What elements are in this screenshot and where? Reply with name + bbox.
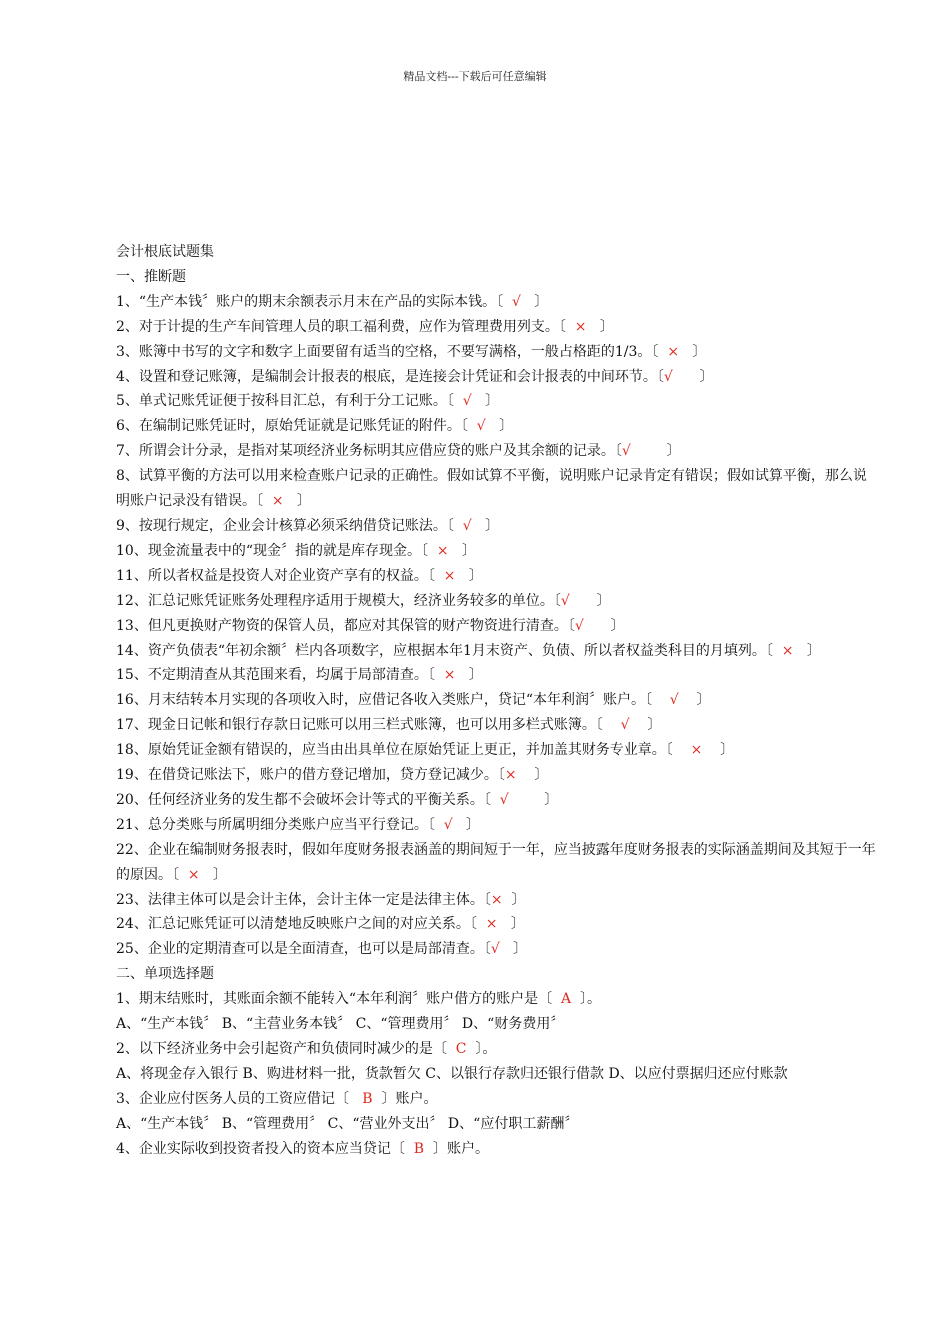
answer-mark: √ <box>467 418 500 435</box>
question-close: 〕账户。 <box>433 1140 489 1157</box>
question-text: 1、期末结账时，其账面余额不能转入“本年利润〞账户借方的账户是〔 <box>116 991 553 1008</box>
option-text: A、“生产本钱〞 B、“管理费用〞 C、“营业外支出〞 D、“应付职工薪酬〞 <box>116 1115 579 1132</box>
answer-mark: × <box>658 343 693 360</box>
question-text: 20、任何经济业务的发生都不会破坏会计等式的平衡关系。〔 <box>116 791 491 808</box>
answer-mark: √ <box>490 791 545 808</box>
question-text: 17、现金日记帐和银行存款日记账可以用三栏式账簿，也可以用多栏式账簿。〔 <box>116 717 603 734</box>
answer-mark: C <box>446 1041 476 1057</box>
question-close: 〕 <box>599 318 614 335</box>
question-text: 14、资产负债表“年初余额〞栏内各项数字，应根据本年1月末资产、负债、所以者权益类科目的月填列。〔 <box>116 642 773 659</box>
judgment-item <box>116 713 878 738</box>
question-close: 〕 <box>666 443 681 460</box>
answer-mark: × <box>476 916 511 933</box>
answer-mark: √ <box>602 717 648 734</box>
question-text: 3、企业应付医务人员的工资应借记〔 <box>116 1090 349 1107</box>
answer-mark: B <box>348 1090 382 1107</box>
question-close: 〕账户。 <box>381 1090 438 1107</box>
answer-mark: √ <box>560 592 597 609</box>
judgment-item <box>116 738 878 763</box>
answer-mark: √ <box>503 293 535 310</box>
question-close: 〕 <box>720 742 735 759</box>
question-close: 〕 <box>511 891 526 908</box>
question-close: 〕 <box>534 767 549 784</box>
question-close: 〕 <box>596 592 611 609</box>
judgment-item <box>116 788 878 813</box>
question-text: 6、在编制记账凭证时，原始凭证就是记账凭证的附件。〔 <box>116 418 468 435</box>
answer-mark: √ <box>663 368 700 385</box>
judgment-item <box>116 663 878 688</box>
judgment-item <box>116 614 878 639</box>
question-text: 10、现金流量表中的“现金〞指的就是库存现金。〔 <box>116 542 428 559</box>
question-close: 〕 <box>296 493 311 510</box>
question-close: 〕 <box>534 293 549 310</box>
judgment-item <box>116 589 878 614</box>
question-close: 〕 <box>212 866 227 883</box>
question-close: 〕。 <box>475 1041 497 1057</box>
question-text: 4、企业实际收到投资者投入的资本应当贷记〔 <box>116 1140 405 1157</box>
answer-mark: × <box>672 742 721 759</box>
question-text: 23、法律主体可以是会计主体，会计主体一定是法律主体。〔 <box>116 891 491 908</box>
question-text: 8、试算平衡的方法可以用来检查账户记录的正确性。假如试算不平衡，说明账户记录肯定有错误；假如试算平衡，那么说明账户记录没有错误。〔 <box>116 468 867 510</box>
option-line <box>116 1062 878 1087</box>
answer-mark: √ <box>574 617 611 634</box>
judgment-item <box>116 315 878 340</box>
question-close: 〕。 <box>580 991 601 1008</box>
question-close: 〕 <box>692 343 707 360</box>
single-choice-questions <box>116 987 878 1161</box>
question-text: 25、企业的定期清查可以是全面清查，也可以是局部清查。〔 <box>116 941 491 958</box>
answer-mark: √ <box>651 692 697 709</box>
answer-mark: A <box>552 991 580 1008</box>
question-close: 〕 <box>485 393 500 410</box>
option-text: A、将现金存入银行 B、购进材料一批，货款暂欠 C、以银行存款归还银行借款 D、以应付票据归还应付账款 <box>116 1065 788 1082</box>
answer-mark: √ <box>621 443 667 460</box>
answer-mark: × <box>772 642 807 659</box>
document-title: 会计根底试题集 <box>116 244 214 260</box>
question-text: 12、汇总记账凭证账务处理程序适用于规模大，经济业务较多的单位。〔 <box>116 592 561 609</box>
judgment-item <box>116 514 878 539</box>
judgment-item <box>116 539 878 564</box>
question-text: 1、“生产本钱〞账户的期末余额表示月末在产品的实际本钱。〔 <box>116 293 504 310</box>
question-close: 〕 <box>499 418 514 435</box>
judgment-item <box>116 414 878 439</box>
judgment-item <box>116 813 878 838</box>
choice-item <box>116 1037 878 1062</box>
question-text: 7、所谓会计分录，是指对某项经济业务标明其应借应贷的账户及其余额的记录。〔 <box>116 443 622 460</box>
judgment-item <box>116 688 878 713</box>
question-text: 4、设置和登记账簿，是编制会计报表的根底，是连接会计凭证和会计报表的中间环节。〔 <box>116 368 664 385</box>
question-text: 2、对于计提的生产车间管理人员的职工福利费，应作为管理费用列支。〔 <box>116 318 566 335</box>
answer-mark: × <box>490 891 512 908</box>
question-close: 〕 <box>466 816 480 833</box>
question-text: 5、单式记账凭证便于按科目汇总，有利于分工记账。〔 <box>116 393 454 410</box>
page-header: 精品文档---下载后可任意编辑 <box>403 70 547 83</box>
question-close: 〕 <box>468 567 483 584</box>
judgment-questions <box>116 290 878 962</box>
answer-mark: × <box>179 866 213 883</box>
judgment-item <box>116 838 878 888</box>
answer-mark: √ <box>453 393 486 410</box>
answer-mark: B <box>404 1140 433 1157</box>
judgment-item <box>116 464 878 514</box>
answer-mark: √ <box>434 816 466 833</box>
judgment-item <box>116 365 878 390</box>
question-text: 9、按现行规定，企业会计核算必须采纳借贷记账法。〔 <box>116 517 454 534</box>
question-close: 〕 <box>610 617 625 634</box>
question-text: 15、不定期清查从其范围来看，均属于局部清查。〔 <box>116 667 435 684</box>
question-text: 3、账簿中书写的文字和数字上面要留有适当的空格，不要写满格，一般占格距的1/3。〔 <box>116 343 659 360</box>
judgment-item <box>116 564 878 589</box>
question-text: 18、原始凭证金额有错误的，应当由出具单位在原始凭证上更正，并加盖其财务专业章。〔 <box>116 742 673 759</box>
answer-mark: × <box>434 667 469 684</box>
question-close: 〕 <box>647 717 662 734</box>
section-heading-judgment: 一、推断题 <box>116 268 186 285</box>
judgment-item <box>116 639 878 664</box>
document-body <box>116 240 878 1162</box>
answer-mark: × <box>434 567 469 584</box>
judgment-item <box>116 439 878 464</box>
question-close: 〕 <box>510 916 525 933</box>
question-text: 13、但凡更换财产物资的保管人员，都应对其保管的财产物资进行清查。〔 <box>116 617 575 634</box>
question-close: 〕 <box>696 692 711 709</box>
judgment-item <box>116 888 878 913</box>
question-close: 〕 <box>544 791 559 808</box>
judgment-item <box>116 763 878 788</box>
question-text: 22、企业在编制财务报表时，假如年度财务报表涵盖的期间短于一年，应当披露年度财务报表的实际涵盖期间及其短于一年的原因。〔 <box>116 841 876 883</box>
question-close: 〕 <box>485 517 500 534</box>
judgment-item <box>116 389 878 414</box>
answer-mark: × <box>263 493 297 510</box>
answer-mark: × <box>565 318 600 335</box>
question-close: 〕 <box>806 642 821 659</box>
option-line <box>116 1012 878 1037</box>
option-line <box>116 1112 878 1137</box>
section-heading-single-choice: 二、单项选择题 <box>116 966 214 983</box>
question-text: 24、汇总记账凭证可以清楚地反映账户之间的对应关系。〔 <box>116 916 477 933</box>
answer-mark: √ <box>490 941 514 958</box>
question-close: 〕 <box>513 941 528 958</box>
question-text: 16、月末结转本月实现的各项收入时，应借记各收入类账户，贷记“本年利润〞账户。〔 <box>116 692 652 709</box>
judgment-item <box>116 937 878 962</box>
choice-item <box>116 987 878 1012</box>
question-text: 21、总分类账与所属明细分类账户应当平行登记。〔 <box>116 816 435 833</box>
judgment-item <box>116 912 878 937</box>
choice-item <box>116 1137 878 1162</box>
judgment-item <box>116 340 878 365</box>
question-close: 〕 <box>699 368 714 385</box>
question-text: 2、以下经济业务中会引起资产和负债同时减少的是〔 <box>116 1041 447 1057</box>
answer-mark: × <box>504 767 535 784</box>
option-text: A、“生产本钱〞 B、“主营业务本钱〞 C、“管理费用〞 D、“财务费用〞 <box>116 1016 565 1033</box>
answer-mark: √ <box>453 517 486 534</box>
question-text: 11、所以者权益是投资人对企业资产享有的权益。〔 <box>116 567 435 584</box>
question-close: 〕 <box>468 667 483 684</box>
judgment-item <box>116 290 878 315</box>
question-text: 19、在借贷记账法下，账户的借方登记增加，贷方登记减少。〔 <box>116 767 505 784</box>
question-close: 〕 <box>461 542 476 559</box>
choice-item <box>116 1087 878 1112</box>
answer-mark: × <box>427 542 462 559</box>
